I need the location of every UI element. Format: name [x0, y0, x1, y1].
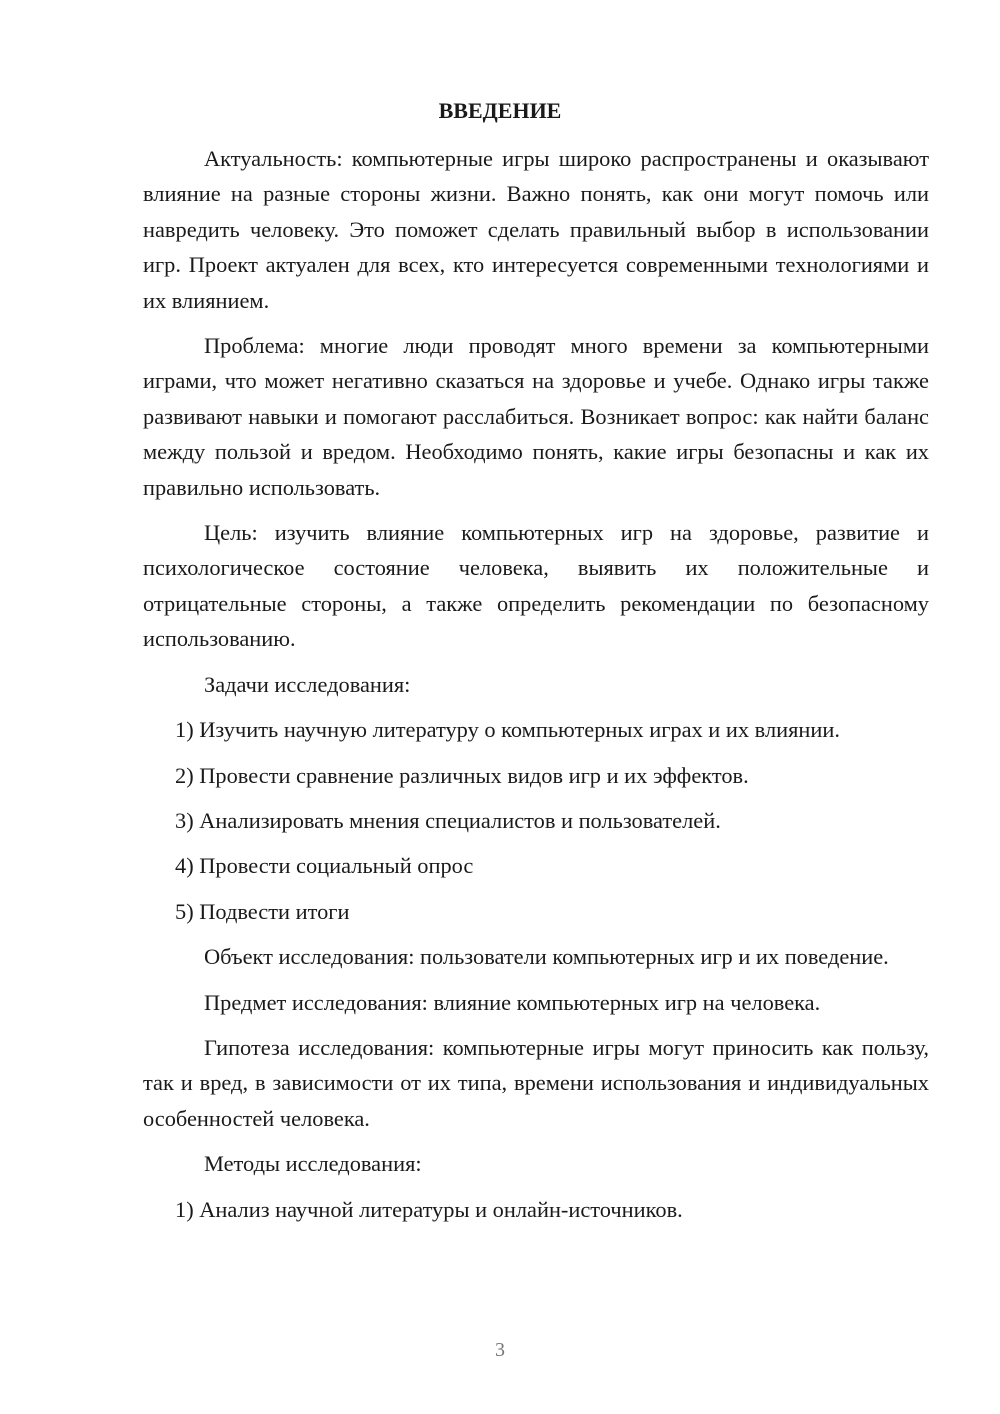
- goal-paragraph: Цель: изучить влияние компьютерных игр на здоровье, развитие и психологическое состояние человека, выявить их положительные и отрицательные стороны, а также определить рекомендации по безопасному использованию.: [143, 520, 929, 652]
- method-item: 1) Анализ научной литературы и онлайн-источников.: [175, 1196, 683, 1222]
- relevance-paragraph: Актуальность: компьютерные игры широко распространены и оказывают влияние на разные стороны жизни. Важно понять, как они могут помочь или навредить человеку. Это поможет сделать правильный выбор в использовании игр. Проект актуален для всех, кто интересуется современными технологиями и их влиянием.: [143, 146, 929, 313]
- problem-paragraph: Проблема: многие люди проводят много времени за компьютерными играми, что может негативно сказаться на здоровье и учебе. Однако игры также развивают навыки и помогают расслабиться. Возникает вопрос: как найти баланс между пользой и вредом. Необходимо понять, какие игры безопасны и как их правильно использовать.: [143, 333, 929, 500]
- hypothesis-paragraph: Гипотеза исследования: компьютерные игры могут приносить как пользу, так и вред, в зависимости от их типа, времени использования и индивидуальных особенностей человека.: [143, 1034, 929, 1131]
- task-item: 3) Анализировать мнения специалистов и пользователей.: [175, 807, 721, 833]
- page-title: ВВЕДЕНИЕ: [438, 98, 562, 123]
- task-item: 4) Провести социальный опрос: [175, 853, 474, 879]
- task-item: 1) Изучить научную литературу о компьютерных играх и их влиянии.: [175, 717, 840, 743]
- methods-title: Методы исследования:: [204, 1151, 422, 1177]
- subject-paragraph: Предмет исследования: влияние компьютерных игр на человека.: [204, 989, 821, 1015]
- page-number: 3: [495, 1339, 505, 1361]
- task-item: 5) Подвести итоги: [175, 898, 350, 924]
- task-item: 2) Провести сравнение различных видов игр и их эффектов.: [175, 762, 749, 788]
- object-paragraph: Объект исследования: пользователи компьютерных игр и их поведение.: [204, 944, 889, 970]
- tasks-title: Задачи исследования:: [204, 671, 411, 697]
- document-body: [143, 141, 929, 1227]
